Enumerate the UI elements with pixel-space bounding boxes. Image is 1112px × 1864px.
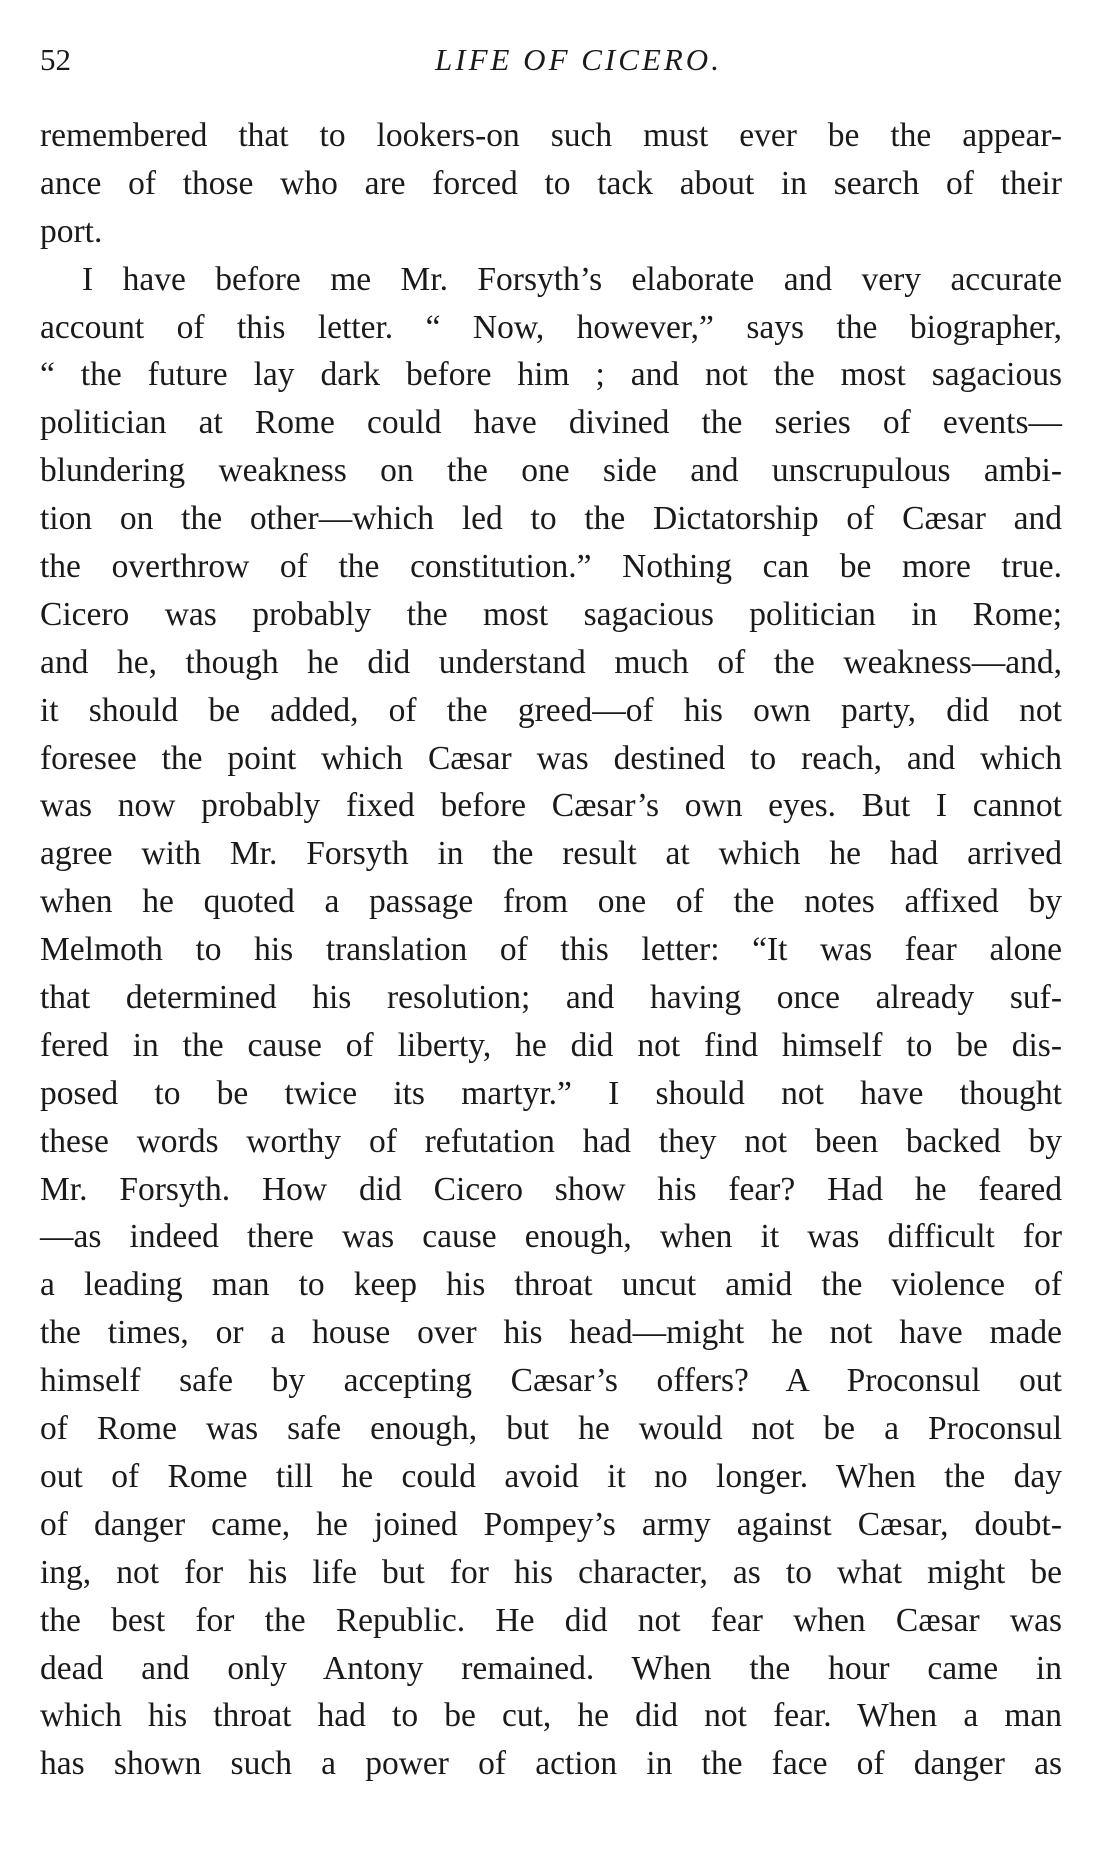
text-line: that determined his resolution; and having once already suf- — [40, 979, 1062, 1017]
text-line: fered in the cause of liberty, he did not find himself to be dis- — [40, 1026, 1062, 1064]
text-line: port. — [40, 212, 103, 250]
text-line: posed to be twice its martyr.” I should not have thought — [40, 1074, 1062, 1112]
text-line: politician at Rome could have divined the series of events— — [40, 404, 1062, 442]
text-line: the overthrow of the constitution.” Nothing can be more true. — [40, 548, 1062, 586]
text-line: blundering weakness on the one side and unscrupulous ambi- — [40, 452, 1062, 490]
text-line: foresee the point which Cæsar was destined to reach, and which — [40, 739, 1062, 777]
text-line: ance of those who are forced to tack about in search of their — [40, 164, 1062, 202]
text-line: remembered that to lookers-on such must ever be the appear- — [40, 117, 1062, 154]
text-line: “ the future lay dark before him ; and not the most sagacious — [40, 356, 1062, 394]
text-line: was now probably fixed before Cæsar’s own eyes. But I cannot — [40, 787, 1062, 825]
body-text — [40, 112, 1062, 1788]
text-line: these words worthy of refutation had they not been backed by — [40, 1122, 1062, 1160]
text-line: account of this letter. “ Now, however,” says the biographer, — [40, 308, 1062, 346]
text-line: it should be added, of the greed—of his own party, did not — [40, 691, 1062, 729]
text-line: Mr. Forsyth. How did Cicero show his fear? Had he feared — [40, 1170, 1062, 1208]
text-line: ing, not for his life but for his character, as to what might be — [40, 1553, 1062, 1591]
text-line: out of Rome till he could avoid it no longer. When the day — [40, 1457, 1062, 1495]
text-line: of danger came, he joined Pompey’s army against Cæsar, doubt- — [40, 1505, 1062, 1543]
text-line: dead and only Antony remained. When the hour came in — [40, 1649, 1062, 1687]
running-title: LIFE OF CICERO. — [435, 42, 722, 77]
page-number: 52 — [40, 42, 71, 77]
text-line: himself safe by accepting Cæsar’s offers? A Proconsul out — [40, 1362, 1062, 1400]
text-line: a leading man to keep his throat uncut amid the violence of — [40, 1266, 1062, 1304]
text-line: —as indeed there was cause enough, when it was difficult for — [40, 1218, 1062, 1256]
text-line: has shown such a power of action in the face of danger as — [40, 1745, 1062, 1783]
text-line: which his throat had to be cut, he did not fear. When a man — [40, 1697, 1062, 1735]
text-line: agree with Mr. Forsyth in the result at which he had arrived — [40, 835, 1062, 873]
text-line: the best for the Republic. He did not fear when Cæsar was — [40, 1601, 1062, 1639]
text-line: when he quoted a passage from one of the notes affixed by — [40, 883, 1062, 921]
text-line: and he, though he did understand much of the weakness—and, — [40, 643, 1062, 681]
text-line: the times, or a house over his head—might he not have made — [40, 1314, 1062, 1352]
text-line: Cicero was probably the most sagacious politician in Rome; — [40, 595, 1062, 633]
text-line: I have before me Mr. Forsyth’s elaborate and very accurate — [82, 260, 1062, 298]
page-header — [40, 42, 1060, 92]
text-line: tion on the other—which led to the Dictatorship of Cæsar and — [40, 500, 1062, 538]
text-line: of Rome was safe enough, but he would not be a Proconsul — [40, 1410, 1062, 1448]
text-line: Melmoth to his translation of this letter: “It was fear alone — [40, 931, 1062, 969]
